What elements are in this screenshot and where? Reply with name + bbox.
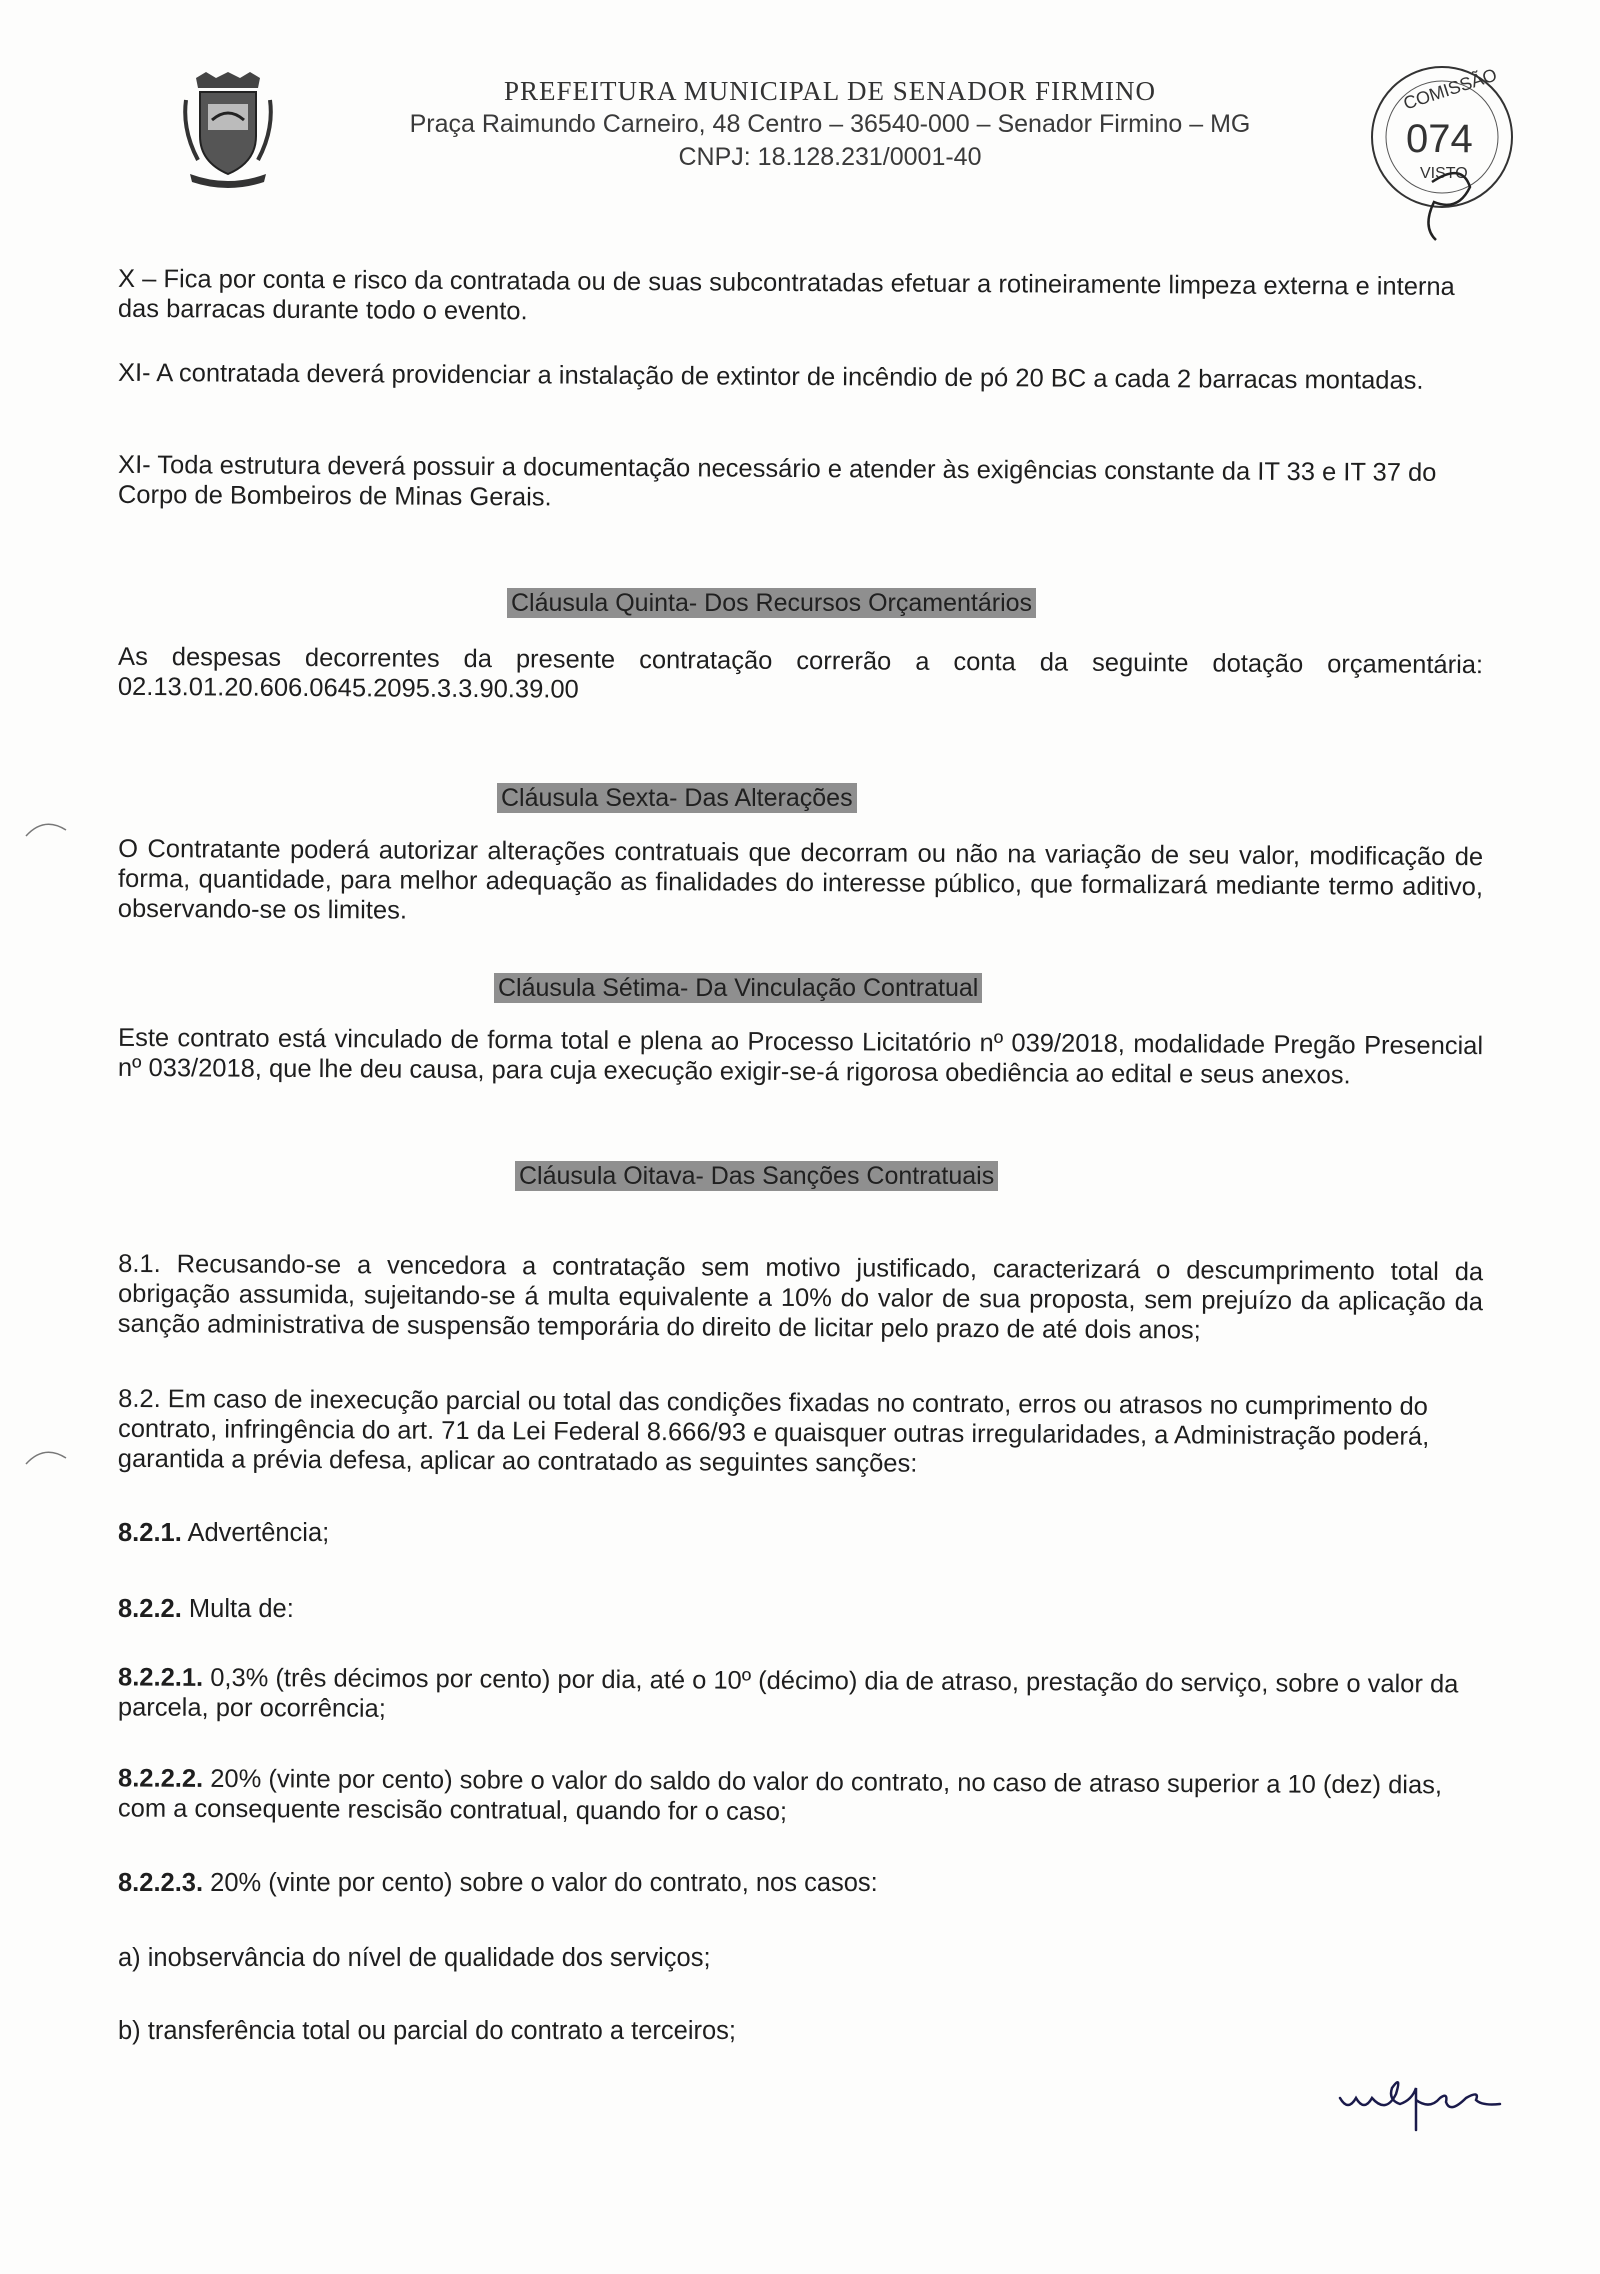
organization-name: PREFEITURA MUNICIPAL DE SENADOR FIRMINO <box>503 76 1157 106</box>
clause-xi-b: XI- Toda estrutura deverá possuir a documentação necessário e atender às exigências constante da IT 33 e IT 37 do Corpo de Bombeiros de Minas Gerais. <box>117 450 1437 512</box>
item-number: 8.2.2.1. <box>118 1663 204 1692</box>
margin-mark-icon <box>22 812 72 842</box>
item-text: Multa de: <box>181 1595 294 1623</box>
heading-clausula-sexta: Cláusula Sexta- Das Alterações <box>497 783 857 813</box>
clausula-sexta-text: O Contratante poderá autorizar alterações contratuais que decorram ou não na variação de seu valor, modificação de forma, quantidade, para melhor adequação as finalidades do interesse público, que formalizará mediante termo aditivo, observando-se os limites. <box>117 834 1484 925</box>
item-text: Advertência; <box>181 1519 330 1547</box>
item-text: 20% (vinte por cento) sobre o valor do saldo do valor do contrato, no caso de atraso superior a 10 (dez) dias, com a consequente rescisão contratual, quando for o caso; <box>117 1764 1443 1826</box>
handwritten-initials <box>1330 2070 1550 2140</box>
stamp-number: 074 <box>1406 117 1473 161</box>
heading-clausula-quinta: Cláusula Quinta- Dos Recursos Orçamentários <box>507 588 1036 618</box>
item-number: 8.2.1. <box>118 1519 182 1547</box>
item-8-2-1 <box>118 1518 1483 1548</box>
stamp-label: COMISSÃO <box>1400 64 1500 114</box>
item-text: 20% (vinte por cento) sobre o valor do contrato, nos casos: <box>203 1869 878 1897</box>
municipal-crest-logo <box>178 70 278 188</box>
item-number: 8.2.2.3. <box>118 1869 204 1897</box>
item-8-1: 8.1. Recusando-se a vencedora a contratação sem motivo justificado, caracterizará o descumprimento total da obrigação assumida, sujeitando-se á multa equivalente a 10% do valor de sua proposta, sem prejuízo da aplicação da sanção administrativa de suspensão temporária do direito de licitar pelo prazo de até dois anos; <box>117 1249 1484 1345</box>
item-8-2-2-1 <box>118 1662 1483 1729</box>
commission-stamp <box>1362 52 1522 242</box>
clause-xi-a: XI- A contratada deverá providenciar a instalação de extintor de incêndio de pó 20 BC a cada 2 barracas montadas. <box>117 358 1424 395</box>
letterhead <box>380 74 1280 174</box>
margin-mark-icon <box>22 1440 72 1470</box>
item-number: 8.2.2. <box>118 1595 182 1623</box>
item-8-2-2-2 <box>118 1763 1483 1830</box>
organization-cnpj: CNPJ: 18.128.231/0001-40 <box>678 143 982 171</box>
item-b: b) transferência total ou parcial do contrato a terceiros; <box>118 2017 736 2045</box>
item-8-2-2 <box>118 1594 1483 1624</box>
item-8-2-2-3 <box>118 1868 1483 1898</box>
heading-clausula-setima: Cláusula Sétima- Da Vinculação Contratual <box>494 973 982 1003</box>
stamp-visto: VISTO <box>1420 165 1468 182</box>
item-number: 8.2.2.2. <box>118 1764 204 1793</box>
clause-x: X – Fica por conta e risco da contratada ou de suas subcontratadas efetuar a rotineiramente limpeza externa e interna das barracas durante todo o evento. <box>117 264 1455 326</box>
item-8-2: 8.2. Em caso de inexecução parcial ou total das condições fixadas no contrato, erros ou atrasos no cumprimento do contrato, infringência do art. 71 da Lei Federal 8.666/93 e quaisquer outras irregularidades, a Administração poderá, garantida a prévia defesa, aplicar ao contratado as seguintes sanções: <box>117 1384 1430 1478</box>
item-a: a) inobservância do nível de qualidade dos serviços; <box>118 1944 711 1972</box>
heading-clausula-oitava: Cláusula Oitava- Das Sanções Contratuais <box>515 1161 998 1191</box>
item-text: 0,3% (três décimos por cento) por dia, até o 10º (décimo) dia de atraso, prestação do serviço, sobre o valor da parcela, por ocorrência; <box>117 1663 1459 1723</box>
clausula-setima-text: Este contrato está vinculado de forma total e plena ao Processo Licitatório nº 039/2018, modalidade Pregão Presencial nº 033/2018, que lhe deu causa, para cuja execução exigir-se-á rigorosa obediência ao edital e seus anexos. <box>117 1023 1484 1090</box>
organization-address: Praça Raimundo Carneiro, 48 Centro – 36540-000 – Senador Firmino – MG <box>409 110 1251 138</box>
clausula-quinta-text: As despesas decorrentes da presente contratação correrão a conta da seguinte dotação orçamentária: 02.13.01.20.606.0645.2095.3.3.90.39.00 <box>117 642 1484 704</box>
